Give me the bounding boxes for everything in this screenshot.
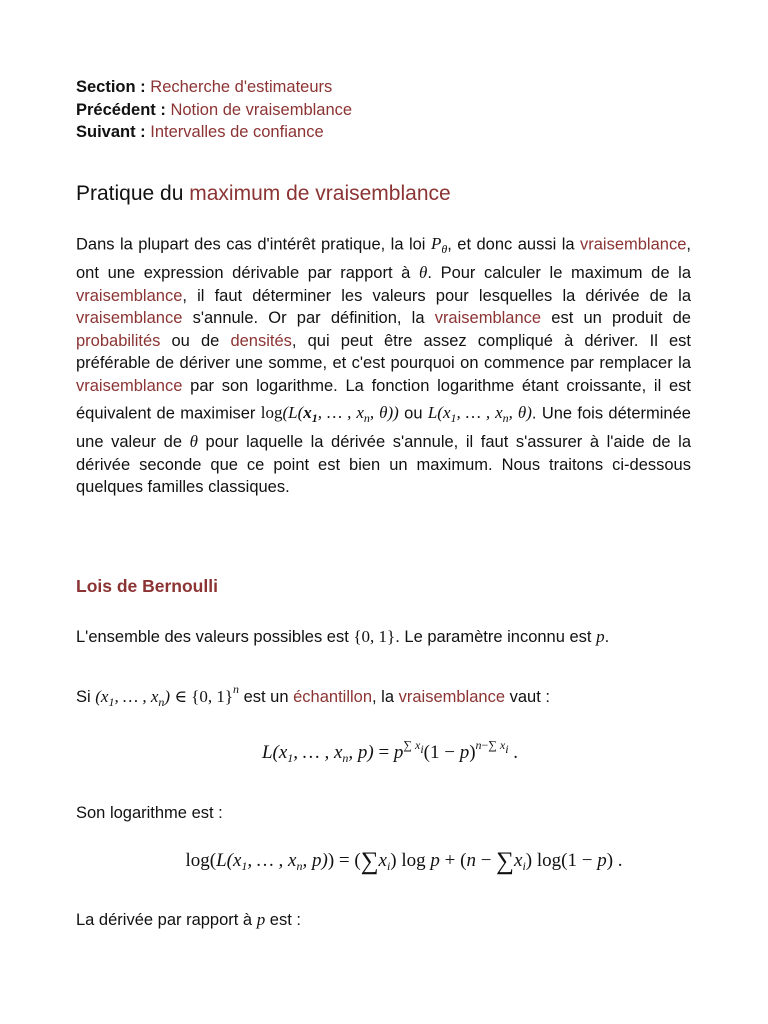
link-densites[interactable]: densités xyxy=(230,331,292,350)
bernoulli-sample-paragraph xyxy=(76,682,550,709)
link-probabilites[interactable]: probabilités xyxy=(76,331,161,350)
math-p-1: p xyxy=(596,627,605,646)
math-theta-2: θ xyxy=(189,432,198,451)
bernoulli-text-1: L'ensemble des valeurs possibles est xyxy=(76,628,354,646)
navigation-block xyxy=(76,76,352,144)
math-log-likelihood: $\log(L(x_1$, … , $x_n$, θ)) xyxy=(260,403,399,426)
equation-likelihood: $L(x_1$, … , $x_n$, $p) = p^{\sum x_i}(1 - p)^{n-\sum x_i}$ . xyxy=(261,738,519,765)
link-vraisemblance-1[interactable]: vraisemblance xyxy=(580,235,687,254)
equation-log-likelihood: $\log(L(x_1$, … , $x_n$, $p)) = (\sum x_i)$ $\log p + (n - \sum x_i)$ log(1 − p) . xyxy=(185,848,623,875)
nav-previous-link[interactable]: Notion de vraisemblance xyxy=(170,100,353,119)
nav-previous-row xyxy=(76,99,352,122)
bernoulli-text-2: . Le paramètre inconnu est xyxy=(395,628,597,646)
nav-section-link[interactable]: Recherche d'estimateurs xyxy=(150,78,333,96)
link-vraisemblance-3[interactable]: vraisemblance xyxy=(76,309,183,327)
math-p-theta: $P_\theta$ xyxy=(430,234,448,257)
link-vraisemblance-4[interactable]: vraisemblance xyxy=(434,309,542,327)
nav-next-label: Suivant : xyxy=(76,123,146,141)
nav-next-row xyxy=(76,121,352,144)
math-set-01: {0, 1} xyxy=(353,627,396,646)
page-title xyxy=(76,182,451,206)
bernoulli-text-4: est un xyxy=(243,688,294,706)
nav-previous-label: Précédent : xyxy=(76,100,166,119)
section-heading-bernoulli: Lois de Bernoulli xyxy=(76,576,218,596)
derivative-text-2: est : xyxy=(265,911,301,929)
intro-paragraph xyxy=(76,228,691,499)
intro-text-13: pour laquelle la dérivée s'annule, il faut s'assurer à l'aide de la dérivée seconde que ce point est bien un maximum. Nous traitons ci-dessous quelques familles classiques. xyxy=(76,433,691,496)
intro-text-7: est un produit de xyxy=(541,309,691,327)
intro-text-5: , il faut déterminer les valeurs pour lesquelles la dérivée de la xyxy=(182,286,691,305)
bernoulli-text-6: vaut : xyxy=(505,688,550,706)
intro-text-10: par son logarithme. La fonction logarithme étant croissante, il est équivalent de maximiser xyxy=(76,376,691,423)
bernoulli-values-paragraph: L'ensemble des valeurs possibles est {0, 1}. Le paramètre inconnu est p. xyxy=(76,627,610,646)
derivative-text-1: La dérivée par rapport à xyxy=(76,911,257,929)
derivative-intro xyxy=(76,910,301,930)
nav-next-link[interactable]: Intervalles de confiance xyxy=(150,123,324,141)
math-p-2: p xyxy=(256,910,266,929)
intro-text-4: . Pour calculer le maximum de la xyxy=(427,264,691,282)
nav-section-row xyxy=(76,76,352,99)
intro-text-12: . Une fois déterminée une valeur de xyxy=(76,404,691,451)
link-vraisemblance-6[interactable]: vraisemblance xyxy=(398,688,506,706)
math-likelihood: $L(x_1$, … , $x_n$, θ) xyxy=(427,403,532,426)
intro-text-11: ou xyxy=(398,404,428,423)
link-echantillon[interactable]: échantillon xyxy=(293,688,373,706)
math-theta-1: θ xyxy=(418,263,428,282)
intro-text-2: , et donc aussi la xyxy=(447,235,580,254)
page-title-prefix: Pratique du xyxy=(76,182,190,205)
intro-text-8: ou de xyxy=(160,331,231,350)
link-vraisemblance-2[interactable]: vraisemblance xyxy=(76,286,183,305)
math-sample: ($x_1$, … , $x_n$) ∈ {0, 1}$^n$ xyxy=(95,682,239,709)
page-title-link[interactable]: maximum de vraisemblance xyxy=(189,182,451,205)
intro-text-1: Dans la plupart des cas d'intérêt pratique, la loi xyxy=(76,235,431,254)
nav-section-label: Section : xyxy=(76,78,146,96)
log-intro-text: Son logarithme est : xyxy=(76,804,223,822)
intro-text-3: , ont une expression dérivable par rapport à xyxy=(76,235,691,282)
bernoulli-text-5: , la xyxy=(372,688,399,706)
bernoulli-text-3: Si xyxy=(76,688,96,706)
link-vraisemblance-5[interactable]: vraisemblance xyxy=(76,376,183,395)
intro-text-9: , qui peut être assez compliqué à dériver. Il est préférable de dériver une somme, et c'est pourquoi on commence par remplacer la xyxy=(76,331,691,372)
intro-text-6: s'annule. Or par définition, la xyxy=(182,309,435,327)
